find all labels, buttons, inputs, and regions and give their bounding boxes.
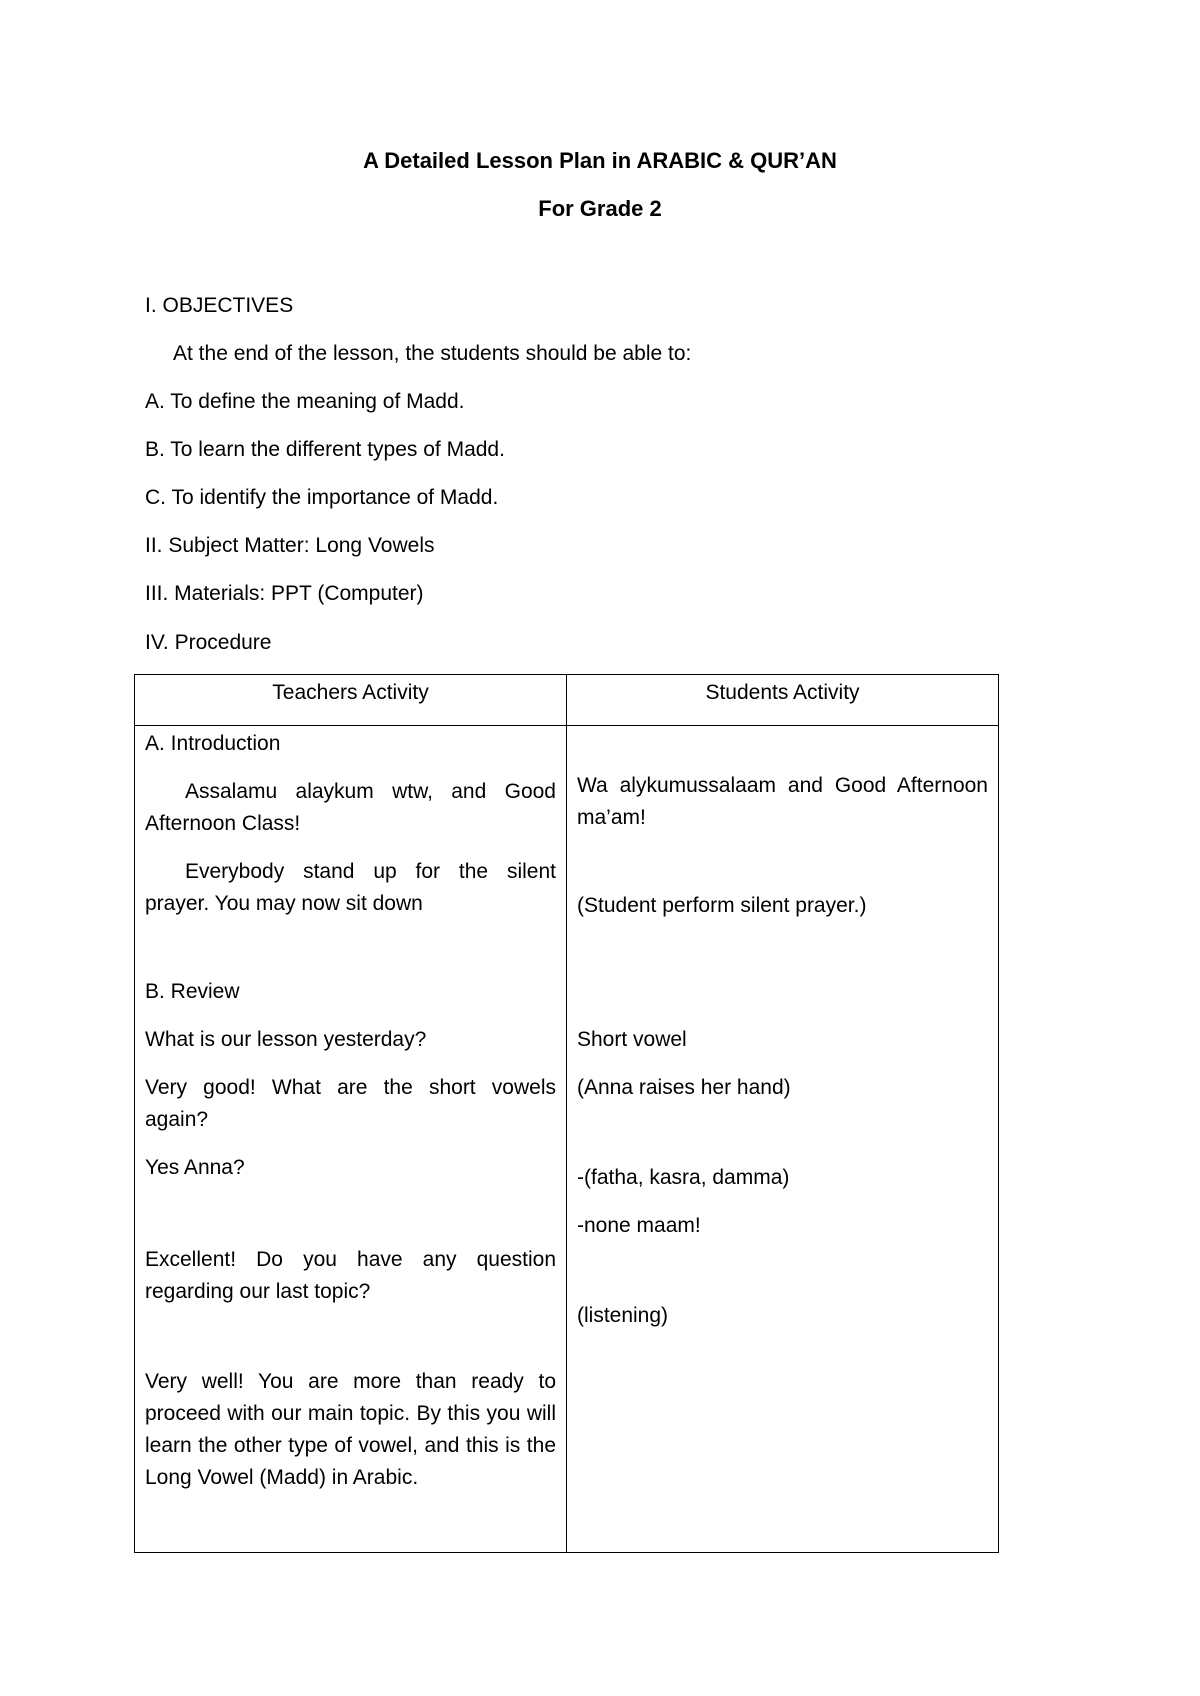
document-subtitle: For Grade 2 xyxy=(538,196,662,221)
teachers-activity-cell xyxy=(135,726,567,1553)
section-review: B. Review xyxy=(145,980,240,1003)
materials: III. Materials: PPT (Computer) xyxy=(145,582,424,605)
teacher-line: Assalamu alaykum wtw, and Good Afternoon Class! xyxy=(145,780,556,835)
column-header-students: Students Activity xyxy=(567,675,999,726)
students-activity-cell xyxy=(567,726,999,1553)
teacher-line: Very good! What are the short vowels again? xyxy=(145,1076,556,1131)
section-introduction: A. Introduction xyxy=(145,732,281,755)
document-title: A Detailed Lesson Plan in ARABIC & QUR’AN xyxy=(363,148,837,173)
teacher-line: Very well! You are more than ready to proceed with our main topic. By this you will learn the other type of vowel, and this is the Long Vowel (Madd) in Arabic. xyxy=(145,1370,556,1489)
teacher-line: Excellent! Do you have any question regarding our last topic? xyxy=(145,1248,556,1303)
column-header-teachers: Teachers Activity xyxy=(135,675,567,726)
student-line: (listening) xyxy=(577,1304,669,1327)
student-line: (Anna raises her hand) xyxy=(577,1076,791,1099)
objective-item: B. To learn the different types of Madd. xyxy=(145,438,505,461)
table-row xyxy=(135,726,999,1553)
objectives-heading: I. OBJECTIVES xyxy=(145,294,294,317)
student-line: (Student perform silent prayer.) xyxy=(577,894,867,917)
subject-matter: II. Subject Matter: Long Vowels xyxy=(145,534,435,557)
procedure-table xyxy=(134,674,999,1553)
teacher-line: What is our lesson yesterday? xyxy=(145,1028,427,1051)
objective-item: C. To identify the importance of Madd. xyxy=(145,486,499,509)
teacher-line: Yes Anna? xyxy=(145,1156,245,1179)
objectives-intro: At the end of the lesson, the students should be able to: xyxy=(173,342,692,365)
teacher-line: Everybody stand up for the silent prayer. You may now sit down xyxy=(145,860,556,915)
procedure-heading: IV. Procedure xyxy=(145,631,272,654)
student-line: Short vowel xyxy=(577,1028,687,1051)
student-line: Wa alykumussalaam and Good Afternoon ma’am! xyxy=(577,774,988,829)
objective-item: A. To define the meaning of Madd. xyxy=(145,390,465,413)
table-header-row xyxy=(135,675,999,726)
student-line: -none maam! xyxy=(577,1214,701,1237)
student-line: -(fatha, kasra, damma) xyxy=(577,1166,790,1189)
